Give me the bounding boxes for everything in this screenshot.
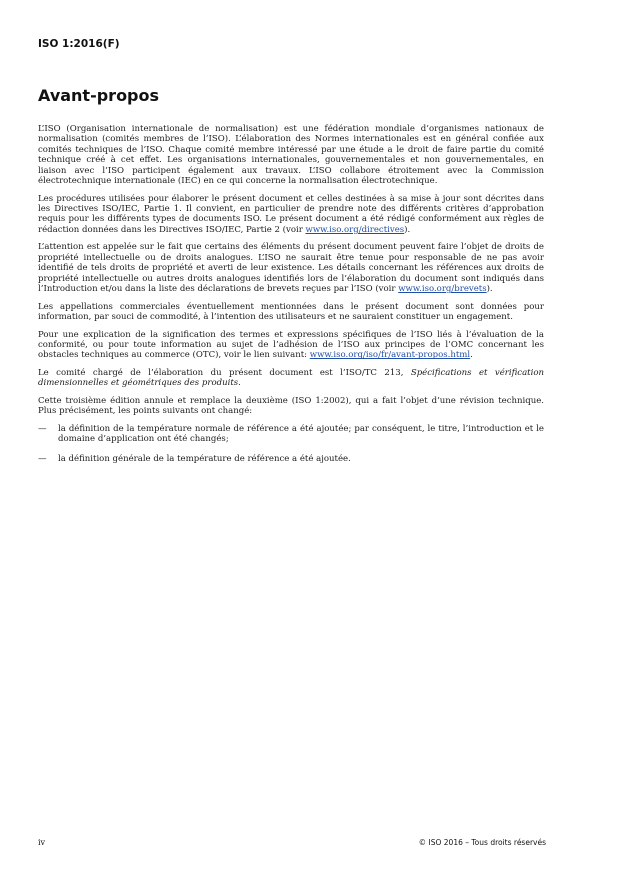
change-list-item [38, 424, 544, 445]
foreword-body [38, 124, 544, 473]
foreword-link[interactable]: www.iso.org/iso/fr/avant-propos.html [309, 350, 471, 361]
paragraph-conformity [38, 330, 544, 361]
paragraph-patent-rights-end: ). [486, 284, 493, 295]
change-list-item [38, 454, 544, 464]
paragraph-trade-names: Les appellations commerciales éventuellement mentionnées dans le présent document sont données pour information, par souci de commodité, à l’intention des utilisateurs et ne sauraient constituer un engagement. [38, 301, 544, 323]
paragraph-committee-text: Le comité chargé de l’élaboration du présent document est l’ISO/TC 213, [38, 368, 411, 379]
patents-link[interactable]: www.iso.org/brevets [398, 284, 487, 295]
committee-title: Spécifications et vérification dimensionnelles et géométriques des produits [38, 368, 544, 389]
dash-bullet: — [38, 453, 47, 464]
paragraph-patent-rights-text: L’attention est appelée sur le fait que certains des éléments du présent document peuvent faire l’objet de droits de propriété intellectuelle ou de droits analogues. L’ISO ne saurait être tenue pour responsable de ne pas avoir identifié de tels droits de propriété et averti de leur existence. Les détails concernant les références aux droits de propriété intellectuelle ou autres droits analogues identifiés lors de l’élaboration du document sont indiqués dans l’Introduction et/ou dans la liste des déclarations de brevets reçues par l’ISO (voir [38, 242, 544, 295]
paragraph-conformity-end: . [470, 350, 473, 361]
paragraph-conformity-text: Pour une explication de la signification des termes et expressions spécifiques de l’ISO liés à l’évaluation de la conformité, ou pour toute information au sujet de l’adhésion de l’ISO aux principes de l’OMC concernant les obstacles techniques au commerce (OTC), voir le lien suivant: [38, 329, 544, 361]
copyright-notice: © ISO 2016 – Tous droits réservés [418, 838, 546, 847]
dash-bullet: — [38, 424, 47, 435]
paragraph-procedures-text: Les procédures utilisées pour élaborer le présent document et celles destinées à sa mise à jour sont décrites dans les Directives ISO/IEC, Partie 1. Il convient, en particulier de prendre note des différents critères d’approbation requis pour les différents types de documents ISO. Le présent document a été rédigé conformément aux règles de rédaction données dans les Directives ISO/IEC, Partie 2 (voir [38, 193, 544, 235]
directives-link[interactable]: www.iso.org/directives [305, 224, 405, 235]
paragraph-committee [38, 368, 544, 389]
paragraph-iso-organisation: L’ISO (Organisation internationale de normalisation) est une fédération mondiale d’organismes nationaux de normalisation (comités membres de l’ISO). L’élaboration des Normes internationales est en général confiée aux comités techniques de l’ISO. Chaque comité membre intéressé par une étude a le droit de faire partie du comité technique créé à cet effet. Les organisations internationales, gouvernementales et non gouvernementales, en liaison avec l’ISO participent également aux travaux. L’ISO collabore étroitement avec la Commission électrotechnique internationale (IEC) en ce qui concerne la normalisation électrotechnique. [38, 124, 544, 187]
paragraph-patent-rights [38, 242, 544, 294]
paragraph-edition: Cette troisième édition annule et remplace la deuxième (ISO 1:2002), qui a fait l’objet d’une révision technique. Plus précisément, les points suivants ont changé: [38, 396, 544, 417]
document-identifier: ISO 1:2016(F) [38, 38, 120, 50]
section-title: Avant-propos [38, 86, 160, 105]
paragraph-procedures-end: ). [404, 224, 411, 235]
change-item-text: la définition générale de la température de référence a été ajoutée. [58, 453, 351, 464]
paragraph-committee-end: . [238, 378, 241, 389]
paragraph-procedures [38, 194, 544, 236]
page-number: iv [38, 838, 46, 847]
change-item-text: la définition de la température normale de référence a été ajoutée; par conséquent, le titre, l’introduction et le domaine d’application ont été changés; [58, 424, 544, 445]
